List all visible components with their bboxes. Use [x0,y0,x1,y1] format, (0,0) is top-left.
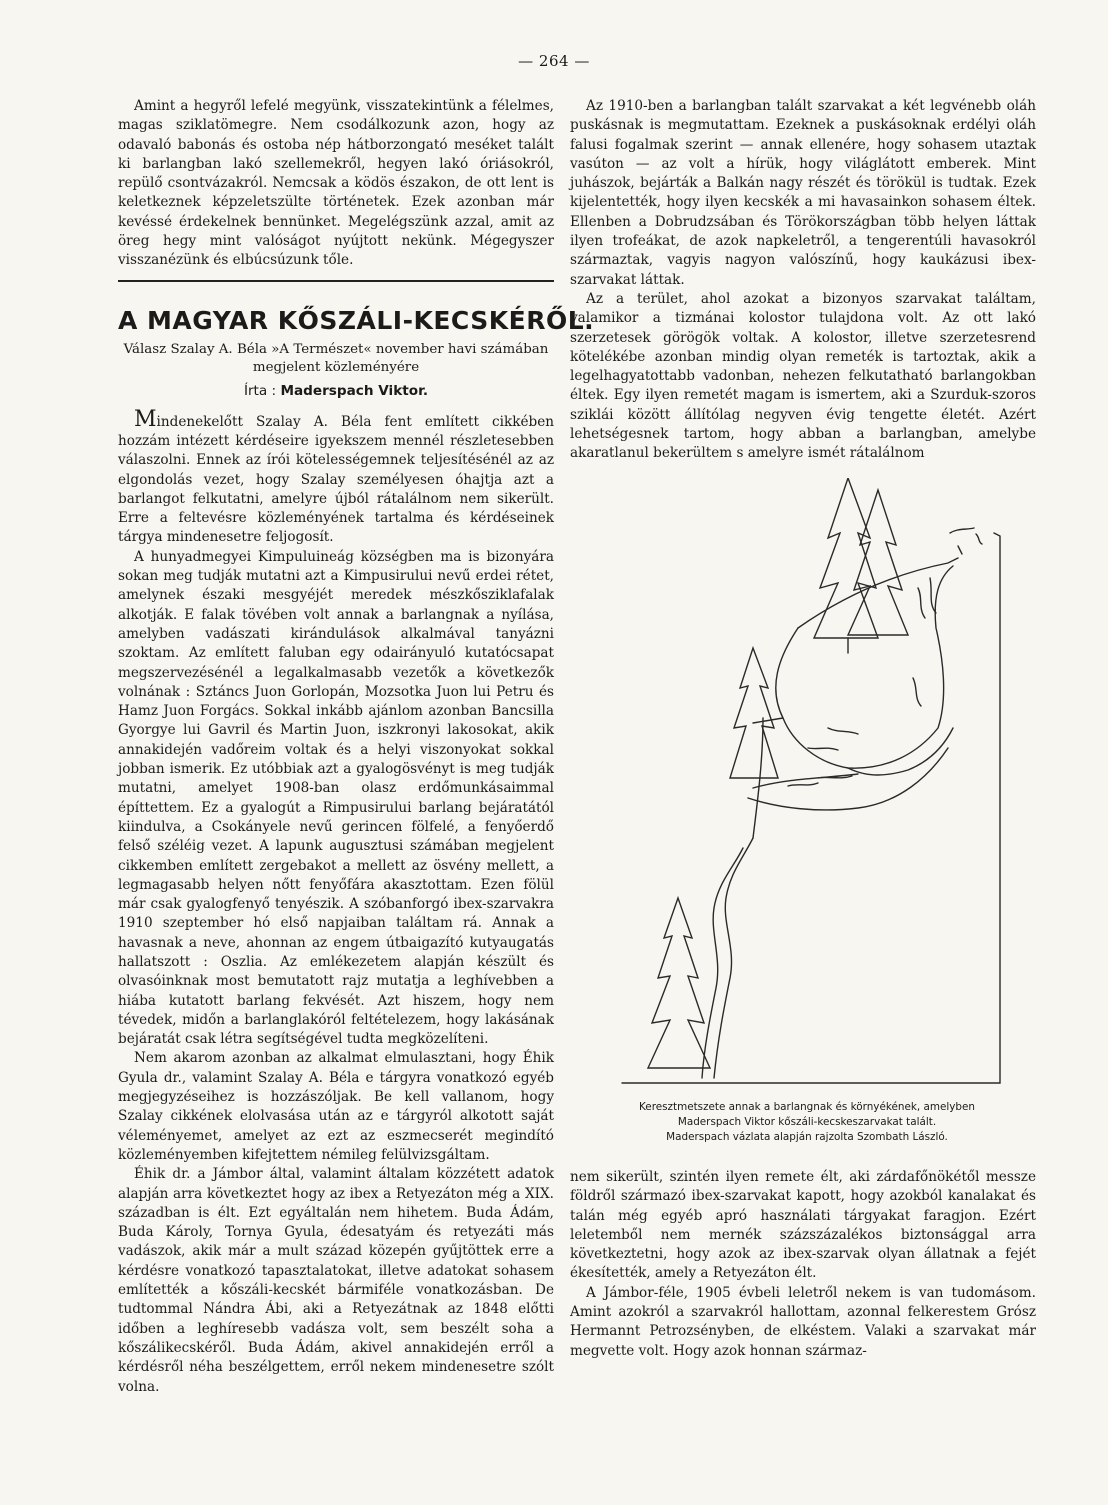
cave-cross-section-illustration [618,478,1010,1088]
trail-line [714,838,753,1078]
right-column-top [570,97,1036,464]
tree-top [814,478,878,653]
right-paragraph-3: nem sikerült, szintén ilyen remete élt, aki zárdafőnökétől messze földről származó ibex-szarvakat kapott, hogy azokból kanalakat és talán még egyéb apró használati tárgyakat faragjon. Ezért leletemből nem mernék százszázalékos biztonsággal arra következtetni, hogy azok az ibex-szarvak olyan állatnak a fejét ékesítették, amely a Retyezáton élt. [570,1169,1036,1282]
cave-upper-wall [776,566,953,768]
article-paragraph-1-text: indenekelőtt Szalay A. Béla fent említett cikkében hozzám intézett kérdéseire igyekszem mennél részletesebben válaszolni. Ennek az írói kötelességemnek teljesítésénél az az elgondolás vezet, hogy Szalay személyesen óhajtja azt a barlangot felkutatni, amelyre újból rátalálnom nem sikerült. Erre a feltevésre közleményének tartalma és kérdéseinek tárgya mindenesetre feljogosít. [118,413,554,546]
figure-caption-line-1: Keresztmetszete annak a barlangnak és környékének, amelyben [639,1101,975,1113]
article-subtitle-line-1: Válasz Szalay A. Béla »A Természet« november havi számában [123,341,549,357]
article-title: A MAGYAR KŐSZÁLI-KECSKÉRŐL. [118,305,595,335]
figure-caption-line-2: Maderspach Viktor kőszáli-kecskeszarvakat talált. [677,1116,937,1128]
figure-caption-line-3: Maderspach vázlata alapján rajzolta Szombath László. [666,1131,948,1143]
author-name: Maderspach Viktor. [280,382,429,399]
cave-sketch-drawing [618,478,1010,1088]
article-paragraph-1 [118,406,554,548]
article-paragraph-2: A hunyadmegyei Kimpuluineág községben ma is bizonyára sokan meg tudják mutatni azt a Kimpusirului nevű erdei rétet, amelynek északi mesgyéjét meredek mészkősziklafalak alkotják. E falak tövében volt annak a barlangnak a nyílása, amelyben vadászati kirándulások alkalmával tanyázni szoktam. Az említett faluban egy odairányuló kutatócsapat megszervezésénél a legalkalmasabb vezetők a következők volnának : Sztáncs Juon Gorlopán, Mozsotka Juon lui Petru és Hamz Juon Forgács. Sokkal inkább ajánlom azonban Bancsilla Gyorgye lui Gavril és Martin Juon, iszkronyi lakosokat, akik annakidején vadőreim voltak és a helyi viszonyokat sokkal jobban ismerik. Ez utóbbiak azt a gyalogösvényt is meg tudják mutatni, amelyet 1908-ban olasz erdőmunkásaimmal építtettem. Ez a gyalogút a Rimpusirului barlang bejáratától kiindulva, a Csokányele nevű gerincen fölfelé, a fenyőerdő felső széléig vezet. A lapunk augusztusi számában megjelent cikkemben említett zergebakot a mellett az ösvény mellett, a legmagasabb helyen nőtt fenyőfára akasztottam. Ezen fölül már csak gyalogfenyő tenyészik. A szóbanforgó ibex-szarvakra 1910 szeptember hó első napjaiban találtam rá. Annak a havasnak a neve, ahonnan az engem útbaigazító kutyaugatás hallatszott : Oszlia. Az emlékezetem alapján készült és olvasóinknak most bemutatott rajz mutatja a leghívebben a hiába kutatott barlang fekvését. Azt hiszem, hogy nem tévedek, midőn a barlanglakóról feltételezem, hogy lakásának bejáratát csak létra segítségével tudta megközelíteni. [118,548,554,1048]
figure-caption [572,1100,1042,1145]
article-paragraph-4: Éhik dr. a Jámbor által, valamint általam közzétett adatok alapján arra következtet hogy az ibex a Retyezáton még a XIX. században is élt. Ezt egyáltalán nem hihetem. Buda Ádám, Buda Károly, Tornya Gyula, édesatyám és retyezáti más vadászok, akik már a mult század közepén gyűjtöttek erre a kérdésre vonatkozó tapasztalatokat, illetve adatokat sohasem említették a kőszáli-kecskét bármiféle vonatkozásban. De tudtommal Nándra Ábi, aki a Retyezátnak az 1848 előtti időben a leghíresebb vadásza volt, sem beszélt soha a kőszálikecskéről. Buda Ádám, akivel annakidején erről a kérdésről néha beszélgettem, erről nekem mindenesetre szólt volna. [118,1166,554,1395]
article-paragraph-3: Nem akarom azonban az alkalmat elmulasztani, hogy Éhik Gyula dr., valamint Szalay A. Béla e tárgyra vonatkozó egyéb megjegyzéseihez is hozzászóljak. Be kell vallanom, hogy Szalay cikkének elolvasása után az e tárgyról alkotott saját véleményemet, amelyet az ezt az eszmecserét megindító közleményemben kifejtettem némileg felülvizsgáltam. [118,1050,554,1163]
cave-floor-line [753,774,858,788]
right-paragraph-4: A Jámbor-féle, 1905 évbeli leletről nekem is van tudomásom. Amint azokról a szarvakról hallottam, azonnal felkerestem Grósz Hermannt Petrozsényben, de elkéstem. Valaki a szarvakat már megvette volt. Hogy azok honnan származ- [570,1284,1036,1359]
author-label: Írta : [243,382,277,399]
article-byline [118,383,554,399]
page-number: — 264 — [518,52,590,70]
cave-roof-line [798,558,958,628]
tree-bottom [648,898,710,1068]
drop-cap: M [134,406,157,432]
intro-paragraph: Amint a hegyről lefelé megyünk, visszatekintünk a félelmes, magas sziklatömegre. Nem csodálkozunk azon, hogy az odavaló babonás és ostoba nép hátborzongató meséket talált ki barlangban lakó szellemekről, hegyen lakó óriásokról, repülő csontvázakról. Nemcsak a ködös északon, de ott lent is keletkeznek képzeletszülte történetek. Ezek azonban már kevéssé érdekelnek bennünket. Megelégszünk azzal, amit az öreg hegy mint valóságot nyújtott nekünk. Mégegyszer visszanézünk és elbúcsúzunk tőle. [118,98,554,269]
article-subtitle-line-2: megjelent közleményére [252,359,420,375]
section-divider [118,280,554,282]
left-column [118,97,595,1397]
tree-middle [730,648,778,778]
right-paragraph-2: Az a terület, ahol azokat a bizonyos szarvakat találtam, valamikor a tizmánai kolostor tulajdona volt. Az ott lakó szerzetesek görögök voltak. A kolostor, illetve szerzetesrend kötelékébe azonban mindig olyan remeték is tartoztak, akik a legelhagyatottabb vadonban, nehezen felkutatható barlangokban éltek. Egy ilyen remetét magam is ismertem, aki a Szurduk-szoros sziklái között állítólag negyven évig tengette életét. Azért lehetségesnek tartom, hogy abban a barlangban, amelybe akaratlanul bekerültem s amelyre ismét rátalálnom [570,290,1036,462]
frame-line [622,533,1000,1083]
tree-top-2 [848,490,908,635]
right-paragraph-1: Az 1910-ben a barlangban talált szarvakat a két legvénebb oláh puskásnak is megmutattam. Ezeknek a puskásoknak erdélyi oláh falusi fogalmak szerint — annak ellenére, hogy sohasem utaztak vasúton — az volt a hírük, hogy világlátott emberek. Mint juhászok, bejárták a Balkán nagy részét és törökül is tudtak. Ezek kijelentették, hogy ilyen kecskék a mi havasainkon sohasem éltek. Ellenben a Dobrudzsában és Törökországban több helyen láttak ilyen trofeákat, de azok napkeletről, a tengerentúli havasokról származtak, vagyis nagyon valószínű, hogy kaukázusi ibex-szarvakat láttak. [570,98,1036,288]
right-column-bottom [570,1168,1036,1361]
